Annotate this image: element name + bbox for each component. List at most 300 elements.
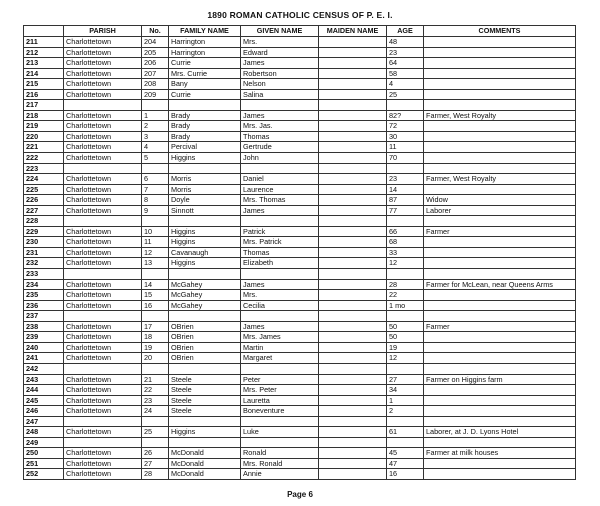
parish-cell: Charlottetown: [64, 458, 142, 469]
parish-cell: [64, 311, 142, 322]
family-name-cell: [169, 269, 241, 280]
comments-cell: [424, 47, 576, 58]
parish-cell: Charlottetown: [64, 195, 142, 206]
row-number: 240: [24, 342, 64, 353]
family-no-cell: 25: [142, 427, 169, 438]
family-name-cell: Doyle: [169, 195, 241, 206]
maiden-name-cell: [319, 258, 387, 269]
row-number: 252: [24, 469, 64, 480]
family-name-cell: Mrs. Currie: [169, 68, 241, 79]
family-name-cell: Cavanaugh: [169, 247, 241, 258]
comments-cell: [424, 121, 576, 132]
family-name-cell: OBrien: [169, 342, 241, 353]
given-name-cell: Laurence: [241, 184, 319, 195]
comments-cell: [424, 342, 576, 353]
given-name-cell: Mrs. James: [241, 332, 319, 343]
family-no-cell: 6: [142, 174, 169, 185]
table-row: [24, 363, 576, 374]
age-cell: [387, 437, 424, 448]
age-cell: 11: [387, 142, 424, 153]
family-name-cell: Steele: [169, 374, 241, 385]
given-name-cell: [241, 163, 319, 174]
age-cell: [387, 100, 424, 111]
family-no-cell: 19: [142, 342, 169, 353]
family-name-cell: Bany: [169, 79, 241, 90]
comments-cell: [424, 458, 576, 469]
given-name-cell: Robertson: [241, 68, 319, 79]
maiden-name-cell: [319, 131, 387, 142]
family-name-cell: Currie: [169, 89, 241, 100]
row-number: 213: [24, 58, 64, 69]
family-no-cell: 12: [142, 247, 169, 258]
given-name-cell: Lauretta: [241, 395, 319, 406]
parish-cell: Charlottetown: [64, 68, 142, 79]
row-number: 236: [24, 300, 64, 311]
maiden-name-cell: [319, 437, 387, 448]
age-cell: 48: [387, 37, 424, 48]
age-cell: 23: [387, 47, 424, 58]
row-number: 244: [24, 385, 64, 396]
given-name-cell: Thomas: [241, 247, 319, 258]
comments-cell: Widow: [424, 195, 576, 206]
maiden-name-cell: [319, 342, 387, 353]
family-no-cell: [142, 311, 169, 322]
table-row: [24, 247, 576, 258]
family-name-cell: Morris: [169, 174, 241, 185]
table-row: [24, 353, 576, 364]
table-row: [24, 395, 576, 406]
table-row: [24, 279, 576, 290]
given-name-cell: Mrs. Jas.: [241, 121, 319, 132]
parish-cell: Charlottetown: [64, 89, 142, 100]
family-name-cell: Brady: [169, 121, 241, 132]
family-no-cell: 209: [142, 89, 169, 100]
given-name-cell: James: [241, 58, 319, 69]
given-name-cell: [241, 416, 319, 427]
row-number: 232: [24, 258, 64, 269]
family-name-cell: [169, 363, 241, 374]
table-row: [24, 406, 576, 417]
row-number: 241: [24, 353, 64, 364]
comments-cell: [424, 300, 576, 311]
family-no-cell: 5: [142, 153, 169, 164]
parish-cell: Charlottetown: [64, 247, 142, 258]
table-row: [24, 321, 576, 332]
maiden-name-cell: [319, 469, 387, 480]
parish-cell: Charlottetown: [64, 131, 142, 142]
row-number: 211: [24, 37, 64, 48]
given-name-cell: Patrick: [241, 226, 319, 237]
family-no-cell: 20: [142, 353, 169, 364]
given-name-cell: James: [241, 279, 319, 290]
parish-cell: Charlottetown: [64, 300, 142, 311]
row-number: 245: [24, 395, 64, 406]
given-name-cell: Gertrude: [241, 142, 319, 153]
maiden-name-cell: [319, 353, 387, 364]
family-no-cell: 3: [142, 131, 169, 142]
table-row: [24, 300, 576, 311]
family-no-cell: 7: [142, 184, 169, 195]
table-row: [24, 416, 576, 427]
family-name-cell: Steele: [169, 395, 241, 406]
comments-cell: [424, 353, 576, 364]
parish-cell: Charlottetown: [64, 37, 142, 48]
given-name-cell: [241, 100, 319, 111]
age-cell: 22: [387, 290, 424, 301]
row-number: 222: [24, 153, 64, 164]
maiden-name-cell: [319, 269, 387, 280]
maiden-name-cell: [319, 247, 387, 258]
family-name-cell: Higgins: [169, 237, 241, 248]
comments-cell: [424, 290, 576, 301]
maiden-name-cell: [319, 427, 387, 438]
comments-cell: Farmer on Higgins farm: [424, 374, 576, 385]
header-comments: COMMENTS: [424, 26, 576, 37]
row-number: 233: [24, 269, 64, 280]
parish-cell: Charlottetown: [64, 258, 142, 269]
family-no-cell: 2: [142, 121, 169, 132]
comments-cell: [424, 269, 576, 280]
given-name-cell: Thomas: [241, 131, 319, 142]
row-number: 249: [24, 437, 64, 448]
family-name-cell: [169, 100, 241, 111]
age-cell: 58: [387, 68, 424, 79]
given-name-cell: [241, 311, 319, 322]
given-name-cell: Ronald: [241, 448, 319, 459]
maiden-name-cell: [319, 332, 387, 343]
age-cell: [387, 216, 424, 227]
row-number: 227: [24, 205, 64, 216]
header-no: No.: [142, 26, 169, 37]
table-row: [24, 110, 576, 121]
given-name-cell: Martin: [241, 342, 319, 353]
age-cell: 2: [387, 406, 424, 417]
parish-cell: [64, 216, 142, 227]
table-row: [24, 79, 576, 90]
age-cell: 1 mo: [387, 300, 424, 311]
row-number: 239: [24, 332, 64, 343]
family-no-cell: [142, 216, 169, 227]
comments-cell: Farmer for McLean, near Queens Arms: [424, 279, 576, 290]
maiden-name-cell: [319, 395, 387, 406]
comments-cell: [424, 216, 576, 227]
table-body: [24, 37, 576, 480]
comments-cell: [424, 163, 576, 174]
parish-cell: Charlottetown: [64, 110, 142, 121]
maiden-name-cell: [319, 153, 387, 164]
maiden-name-cell: [319, 290, 387, 301]
table-row: [24, 121, 576, 132]
maiden-name-cell: [319, 68, 387, 79]
parish-cell: Charlottetown: [64, 427, 142, 438]
age-cell: 82?: [387, 110, 424, 121]
given-name-cell: [241, 363, 319, 374]
maiden-name-cell: [319, 37, 387, 48]
row-number: 221: [24, 142, 64, 153]
parish-cell: Charlottetown: [64, 237, 142, 248]
age-cell: 47: [387, 458, 424, 469]
family-no-cell: 8: [142, 195, 169, 206]
maiden-name-cell: [319, 300, 387, 311]
family-no-cell: [142, 416, 169, 427]
age-cell: 4: [387, 79, 424, 90]
table-row: [24, 385, 576, 396]
maiden-name-cell: [319, 385, 387, 396]
table-row: [24, 205, 576, 216]
row-number: 218: [24, 110, 64, 121]
maiden-name-cell: [319, 205, 387, 216]
age-cell: 19: [387, 342, 424, 353]
given-name-cell: Mrs.: [241, 290, 319, 301]
parish-cell: Charlottetown: [64, 321, 142, 332]
table-row: [24, 174, 576, 185]
age-cell: 72: [387, 121, 424, 132]
row-number: 223: [24, 163, 64, 174]
family-name-cell: Percival: [169, 142, 241, 153]
age-cell: 1: [387, 395, 424, 406]
row-number: 238: [24, 321, 64, 332]
parish-cell: Charlottetown: [64, 395, 142, 406]
family-name-cell: McGahey: [169, 290, 241, 301]
table-header-row: [24, 26, 576, 37]
row-number: 242: [24, 363, 64, 374]
age-cell: [387, 163, 424, 174]
table-row: [24, 37, 576, 48]
parish-cell: Charlottetown: [64, 121, 142, 132]
family-name-cell: Higgins: [169, 258, 241, 269]
family-no-cell: [142, 269, 169, 280]
row-number: 251: [24, 458, 64, 469]
family-no-cell: 16: [142, 300, 169, 311]
family-no-cell: 23: [142, 395, 169, 406]
given-name-cell: Luke: [241, 427, 319, 438]
row-number: 219: [24, 121, 64, 132]
age-cell: 50: [387, 332, 424, 343]
age-cell: 77: [387, 205, 424, 216]
parish-cell: Charlottetown: [64, 184, 142, 195]
table-row: [24, 226, 576, 237]
table-row: [24, 184, 576, 195]
maiden-name-cell: [319, 226, 387, 237]
given-name-cell: [241, 216, 319, 227]
family-no-cell: 11: [142, 237, 169, 248]
maiden-name-cell: [319, 100, 387, 111]
parish-cell: Charlottetown: [64, 448, 142, 459]
maiden-name-cell: [319, 406, 387, 417]
family-no-cell: 208: [142, 79, 169, 90]
row-number: 248: [24, 427, 64, 438]
given-name-cell: James: [241, 110, 319, 121]
family-no-cell: 205: [142, 47, 169, 58]
age-cell: 34: [387, 385, 424, 396]
page-number: Page 6: [287, 490, 313, 499]
maiden-name-cell: [319, 163, 387, 174]
document-title: 1890 ROMAN CATHOLIC CENSUS OF P. E. I.: [207, 10, 393, 20]
maiden-name-cell: [319, 311, 387, 322]
age-cell: 28: [387, 279, 424, 290]
comments-cell: [424, 100, 576, 111]
given-name-cell: Peter: [241, 374, 319, 385]
family-name-cell: OBrien: [169, 353, 241, 364]
family-name-cell: McGahey: [169, 300, 241, 311]
comments-cell: [424, 311, 576, 322]
parish-cell: Charlottetown: [64, 469, 142, 480]
row-number: 216: [24, 89, 64, 100]
row-number: 229: [24, 226, 64, 237]
family-no-cell: 27: [142, 458, 169, 469]
family-name-cell: [169, 437, 241, 448]
comments-cell: Laborer, at J. D. Lyons Hotel: [424, 427, 576, 438]
family-name-cell: [169, 163, 241, 174]
parish-cell: [64, 269, 142, 280]
parish-cell: [64, 100, 142, 111]
comments-cell: [424, 395, 576, 406]
comments-cell: [424, 469, 576, 480]
table-row: [24, 448, 576, 459]
parish-cell: Charlottetown: [64, 406, 142, 417]
age-cell: 27: [387, 374, 424, 385]
family-no-cell: 4: [142, 142, 169, 153]
given-name-cell: Mrs. Patrick: [241, 237, 319, 248]
comments-cell: [424, 406, 576, 417]
parish-cell: Charlottetown: [64, 205, 142, 216]
given-name-cell: [241, 269, 319, 280]
row-number: 247: [24, 416, 64, 427]
table-row: [24, 269, 576, 280]
comments-cell: [424, 142, 576, 153]
family-name-cell: Harrington: [169, 37, 241, 48]
table-row: [24, 153, 576, 164]
maiden-name-cell: [319, 458, 387, 469]
maiden-name-cell: [319, 416, 387, 427]
given-name-cell: Boneventure: [241, 406, 319, 417]
family-no-cell: [142, 163, 169, 174]
row-number: 212: [24, 47, 64, 58]
table-row: [24, 68, 576, 79]
row-number: 225: [24, 184, 64, 195]
age-cell: [387, 416, 424, 427]
maiden-name-cell: [319, 89, 387, 100]
comments-cell: [424, 89, 576, 100]
family-no-cell: 10: [142, 226, 169, 237]
given-name-cell: Mrs. Thomas: [241, 195, 319, 206]
maiden-name-cell: [319, 142, 387, 153]
family-no-cell: 9: [142, 205, 169, 216]
header-maiden-name: MAIDEN NAME: [319, 26, 387, 37]
comments-cell: Farmer, West Royalty: [424, 110, 576, 121]
family-name-cell: McDonald: [169, 448, 241, 459]
maiden-name-cell: [319, 216, 387, 227]
given-name-cell: Mrs. Peter: [241, 385, 319, 396]
table-row: [24, 237, 576, 248]
family-no-cell: 13: [142, 258, 169, 269]
parish-cell: Charlottetown: [64, 385, 142, 396]
comments-cell: [424, 184, 576, 195]
given-name-cell: James: [241, 205, 319, 216]
table-row: [24, 469, 576, 480]
table-row: [24, 195, 576, 206]
table-row: [24, 142, 576, 153]
table-row: [24, 458, 576, 469]
age-cell: 30: [387, 131, 424, 142]
table-row: [24, 311, 576, 322]
family-name-cell: McDonald: [169, 458, 241, 469]
table-row: [24, 89, 576, 100]
age-cell: 12: [387, 353, 424, 364]
parish-cell: [64, 437, 142, 448]
family-no-cell: 15: [142, 290, 169, 301]
family-name-cell: McGahey: [169, 279, 241, 290]
parish-cell: Charlottetown: [64, 142, 142, 153]
parish-cell: Charlottetown: [64, 374, 142, 385]
table-row: [24, 374, 576, 385]
family-name-cell: Sinnott: [169, 205, 241, 216]
table-row: [24, 437, 576, 448]
maiden-name-cell: [319, 279, 387, 290]
age-cell: 25: [387, 89, 424, 100]
given-name-cell: Elizabeth: [241, 258, 319, 269]
family-no-cell: [142, 363, 169, 374]
maiden-name-cell: [319, 58, 387, 69]
row-number: 226: [24, 195, 64, 206]
comments-cell: Farmer: [424, 321, 576, 332]
census-table: [23, 25, 576, 480]
family-no-cell: 207: [142, 68, 169, 79]
age-cell: [387, 311, 424, 322]
maiden-name-cell: [319, 195, 387, 206]
comments-cell: [424, 153, 576, 164]
family-name-cell: OBrien: [169, 321, 241, 332]
header-given-name: GIVEN NAME: [241, 26, 319, 37]
comments-cell: [424, 363, 576, 374]
parish-cell: Charlottetown: [64, 58, 142, 69]
family-name-cell: [169, 311, 241, 322]
parish-cell: Charlottetown: [64, 342, 142, 353]
age-cell: 87: [387, 195, 424, 206]
given-name-cell: Mrs.: [241, 37, 319, 48]
family-name-cell: [169, 416, 241, 427]
family-no-cell: 1: [142, 110, 169, 121]
maiden-name-cell: [319, 47, 387, 58]
comments-cell: Farmer, West Royalty: [424, 174, 576, 185]
comments-cell: [424, 416, 576, 427]
table-row: [24, 290, 576, 301]
given-name-cell: Salina: [241, 89, 319, 100]
table-row: [24, 332, 576, 343]
row-number: 230: [24, 237, 64, 248]
family-no-cell: 21: [142, 374, 169, 385]
parish-cell: [64, 163, 142, 174]
family-name-cell: Higgins: [169, 226, 241, 237]
family-name-cell: Higgins: [169, 427, 241, 438]
family-no-cell: 22: [142, 385, 169, 396]
family-name-cell: Harrington: [169, 47, 241, 58]
age-cell: 12: [387, 258, 424, 269]
age-cell: 61: [387, 427, 424, 438]
comments-cell: [424, 58, 576, 69]
age-cell: 23: [387, 174, 424, 185]
header-age: AGE: [387, 26, 424, 37]
given-name-cell: Nelson: [241, 79, 319, 90]
family-name-cell: OBrien: [169, 332, 241, 343]
age-cell: 14: [387, 184, 424, 195]
family-no-cell: [142, 437, 169, 448]
row-number: 234: [24, 279, 64, 290]
family-name-cell: McDonald: [169, 469, 241, 480]
family-no-cell: 204: [142, 37, 169, 48]
age-cell: 68: [387, 237, 424, 248]
comments-cell: [424, 332, 576, 343]
